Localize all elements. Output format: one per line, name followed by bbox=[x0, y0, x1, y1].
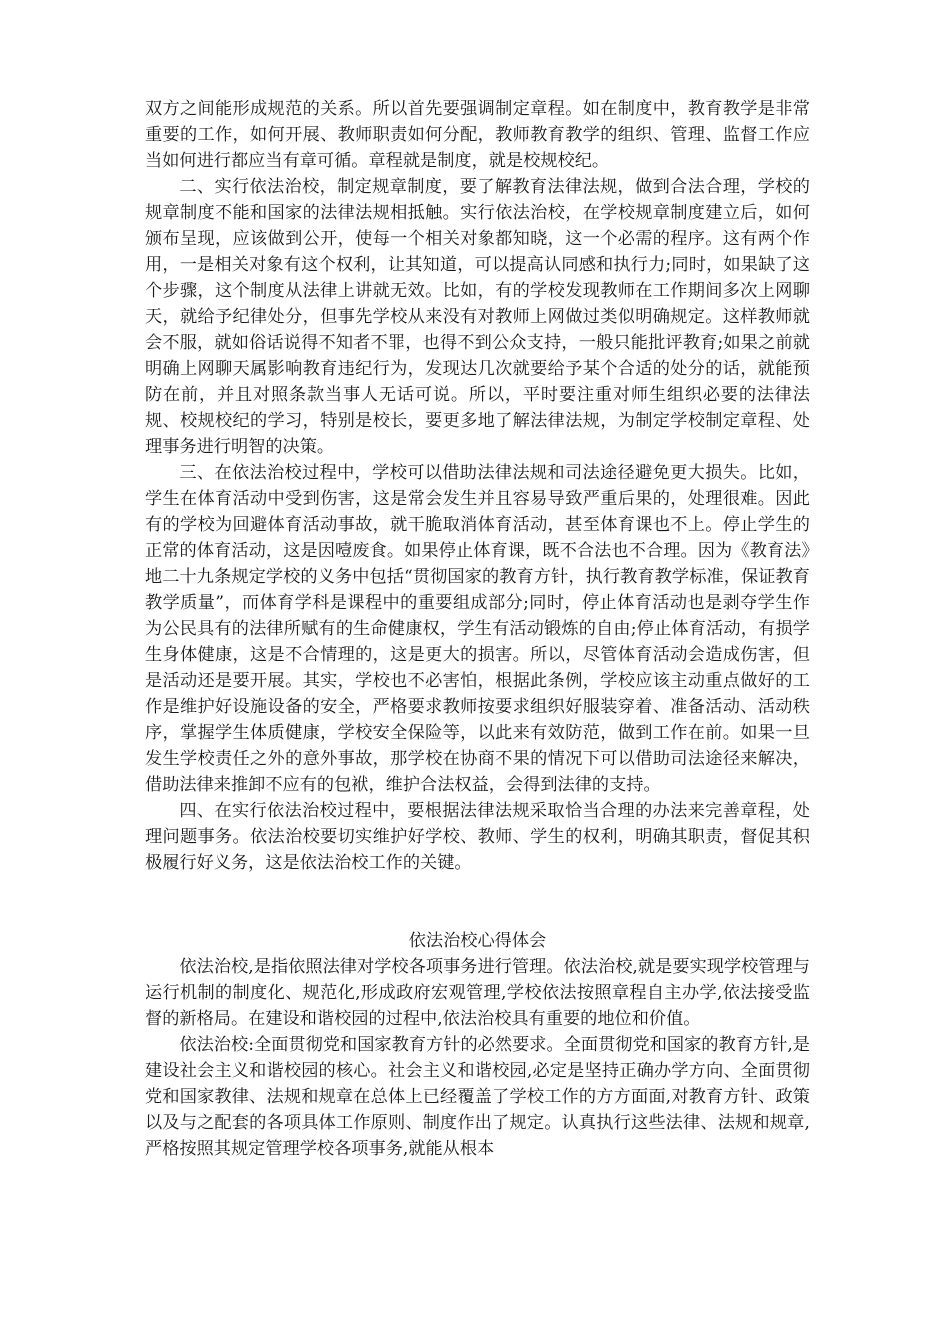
paragraph-point-two: 二、实行依法治校，制定规章制度，要了解教育法律法规，做到合法合理，学校的规章制度不能和国家的法律法规相抵触。实行依法治校，在学校规章制度建立后，如何颁布呈现，应该做到公开，使每一个相关对象都知晓，这一个必需的程序。这有两个作用，一是相关对象有这个权利，让其知道，可以提高认同感和执行力;同时，如果缺了这个步骤，这个制度从法律上讲就无效。比如，有的学校发现教师在工作期间多次上网聊天，就给予纪律处分，但事先学校从来没有对教师上网做过类似明确规定。这样教师就会不服，就如俗话说得不知者不罪，也得不到公众支持，一般只能批评教育;如果之前就明确上网聊天属影响教育违纪行为，发现达几次就要给予某个合适的处分的话，就能预防在前，并且对照条款当事人无话可说。所以，平时要注重对师生组织必要的法律法规、校规校纪的学习，特别是校长，要更多地了解法律法规，为制定学校制定章程、处理事务进行明智的决策。 bbox=[145, 177, 810, 457]
paragraph-point-four: 四、在实行依法治校过程中，要根据法律法规采取恰当合理的办法来完善章程，处理问题事务。依法治校要切实维护好学校、教师、学生的权利，明确其职责，督促其积极履行好义务，这是依法治校工作的关键。 bbox=[145, 801, 810, 873]
document-page bbox=[145, 96, 810, 1162]
paragraph-policy: 依法治校:全面贯彻党和国家教育方针的必然要求。全面贯彻党和国家的教育方针,是建设社会主义和谐校园的核心。社会主义和谐校园,必定是坚持正确办学方向、全面贯彻党和国家教律、法规和规章在总体上已经覆盖了学校工作的方方面面,对教育方针、政策以及与之配套的各项具体工作原则、制度作出了规定。认真执行这些法律、法规和规章,严格按照其规定管理学校各项事务,就能从根本 bbox=[145, 1035, 810, 1159]
paragraph-intro: 依法治校,是指依照法律对学校各项事务进行管理。依法治校,就是要实现学校管理与运行机制的制度化、规范化,形成政府宏观管理,学校依法按照章程自主办学,依法接受监督的新格局。在建设和谐校园的过程中,依法治校具有重要的地位和价值。 bbox=[145, 957, 810, 1029]
paragraph-point-three: 三、在依法治校过程中，学校可以借助法律法规和司法途径避免更大损失。比如，学生在体育活动中受到伤害，这是常会发生并且容易导致严重后果的，处理很难。因此有的学校为回避体育活动事故，就干脆取消体育活动，甚至体育课也不上。停止学生的正常的体育活动，这是因噎废食。如果停止体育课，既不合法也不合理。因为《教育法》地二十九条规定学校的义务中包括“贯彻国家的教育方针，执行教育教学标准，保证教育教学质量”，而体育学科是课程中的重要组成部分;同时，停止体育活动也是剥夺学生作为公民具有的法律所赋有的生命健康权，学生有活动锻炼的自由;停止体育活动，有损学生身体健康，这是不合情理的，这是更大的损害。所以，尽管体育活动会造成伤害，但是活动还是要开展。其实，学校也不必害怕，根据此条例，学校应该主动重点做好的工作是维护好设施设备的安全，严格要求教师按要求组织好服装穿着、准备活动、活动秩序，掌握学生体质健康，学校安全保险等，以此来有效防范，做到工作在前。如果一旦发生学校责任之外的意外事故，那学校在协商不果的情况下可以借助司法途径来解决，借助法律来推卸不应有的包袱，维护合法权益，会得到法律的支持。 bbox=[145, 463, 810, 795]
paragraph-continuation: 双方之间能形成规范的关系。所以首先要强调制定章程。如在制度中，教育教学是非常重要的工作，如何开展、教师职责如何分配，教师教育教学的组织、管理、监督工作应当如何进行都应当有章可循。章程就是制度，就是校规校纪。 bbox=[145, 99, 810, 171]
section-gap bbox=[145, 876, 810, 928]
section-title: 依法治校心得体会 bbox=[408, 931, 547, 951]
